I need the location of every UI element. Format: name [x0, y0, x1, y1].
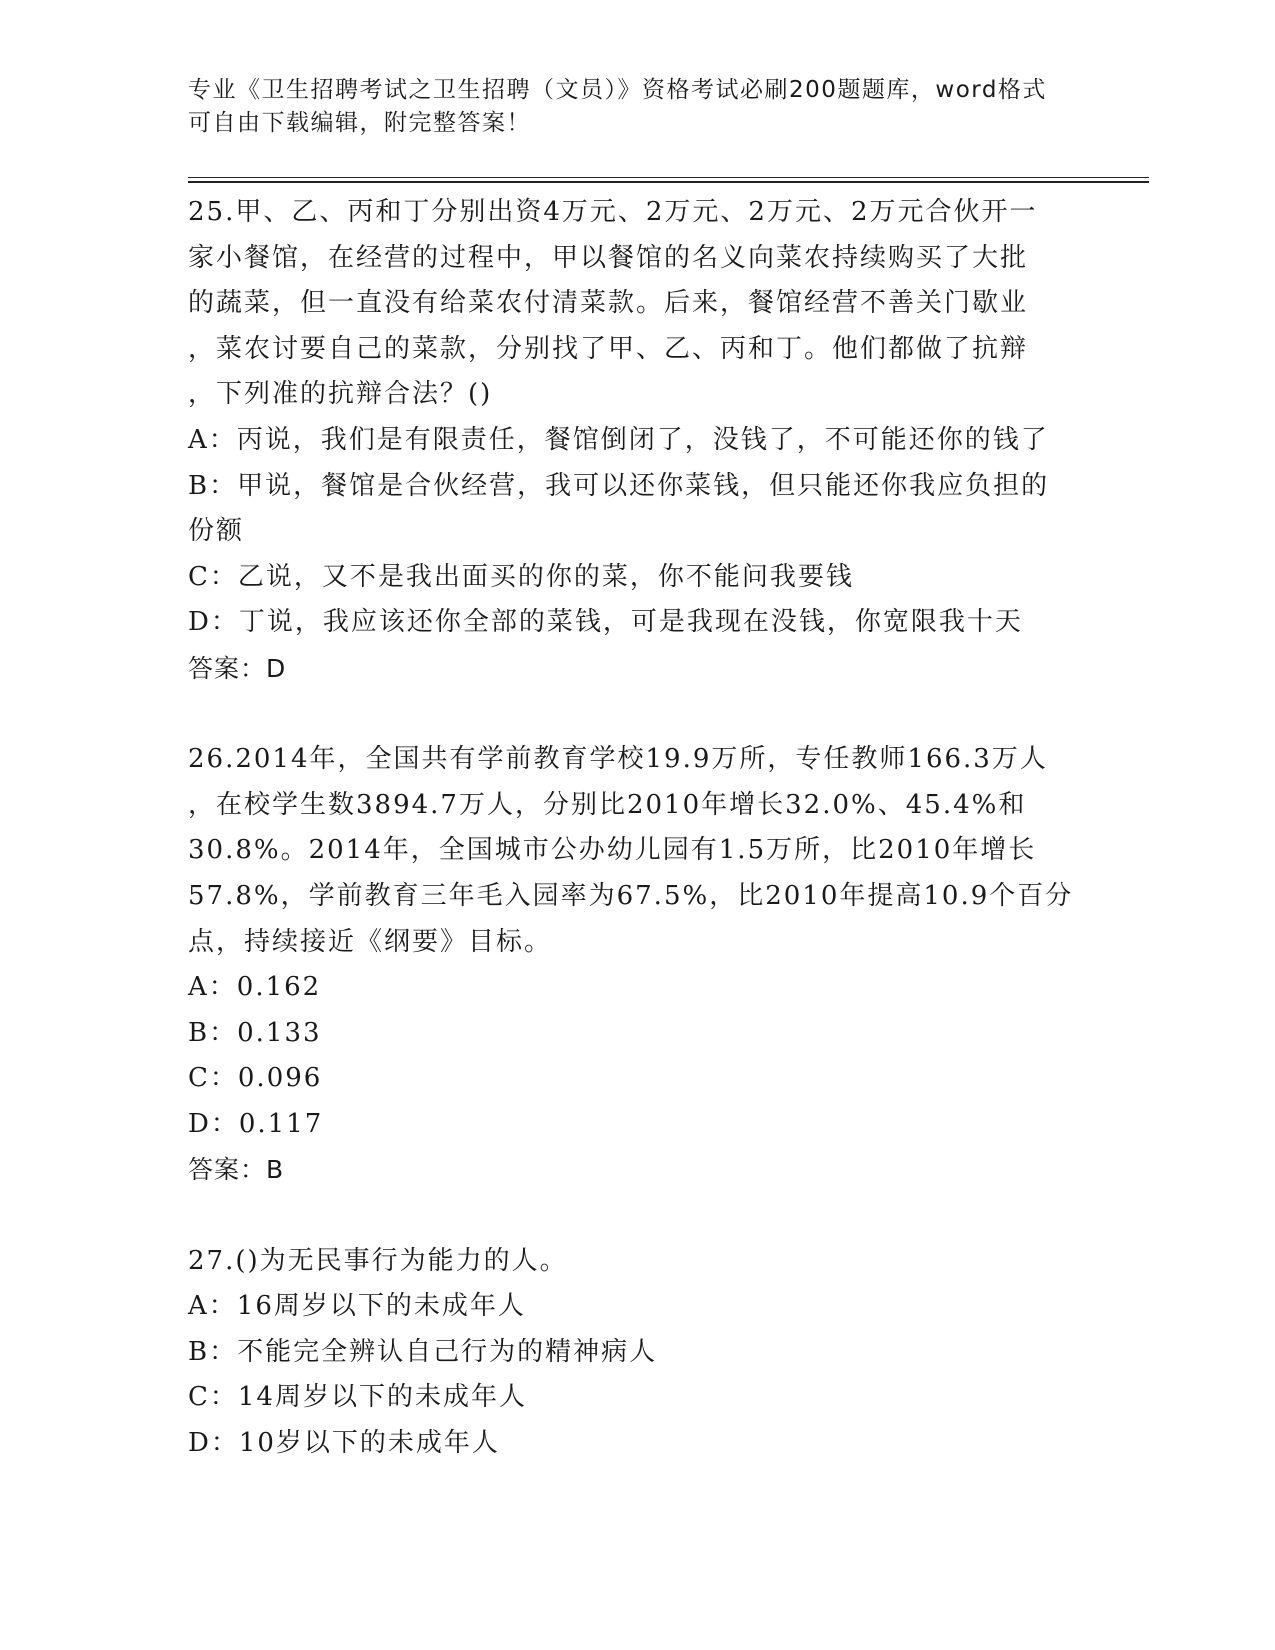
- question-spacer: [188, 1193, 1088, 1239]
- header-divider-thin: [188, 177, 1149, 178]
- question-25: [188, 190, 1088, 692]
- option-a: A：16周岁以下的未成年人: [188, 1291, 526, 1322]
- option-d: D：丁说，我应该还你全部的菜钱，可是我现在没钱，你宽限我十天: [188, 607, 1023, 638]
- header-divider-thick: [188, 181, 1149, 183]
- option-d: D：0.117: [188, 1108, 324, 1139]
- question-stem-line: 26.2014年，全国共有学前教育学校19.9万所，专任教师166.3万人: [188, 744, 1048, 775]
- answer-label: 答案：D: [188, 653, 287, 683]
- question-27: [188, 1239, 1088, 1467]
- question-stem-line: 30.8%。2014年，全国城市公办幼儿园有1.5万所，比2010年增长: [188, 835, 1037, 866]
- question-stem-line: 57.8%，学前教育三年毛入园率为67.5%，比2010年提高10.9个百分: [188, 880, 1074, 911]
- option-a: A：丙说，我们是有限责任，餐馆倒闭了，没钱了，不可能还你的钱了: [188, 424, 1049, 455]
- question-list: [188, 190, 1088, 1467]
- question-stem-line: 的蔬菜，但一直没有给菜农付清菜款。后来，餐馆经营不善关门歇业: [188, 288, 1029, 319]
- answer-label: 答案：B: [188, 1155, 285, 1185]
- question-stem-line: 点，持续接近《纲要》目标。: [188, 926, 553, 957]
- option-b: B：甲说，餐馆是合伙经营，我可以还你菜钱，但只能还你我应负担的: [188, 470, 1050, 501]
- option-c: C：14周岁以下的未成年人: [188, 1382, 527, 1413]
- option-b-continued: 份额: [188, 516, 245, 547]
- header-title-line-1: 专业《卫生招聘考试之卫生招聘（文员）》资格考试必刷200题题库，word格式: [188, 77, 1047, 103]
- question-stem-line: 27.()为无民事行为能力的人。: [188, 1245, 568, 1276]
- question-stem-line: 25.甲、乙、丙和丁分别出资4万元、2万元、2万元、2万元合伙开一: [188, 197, 1038, 227]
- option-c: C：乙说，又不是我出面买的你的菜，你不能问我要钱: [188, 561, 854, 592]
- option-d: D：10岁以下的未成年人: [188, 1428, 500, 1459]
- question-stem-line: ，菜农讨要自己的菜款，分别找了甲、乙、丙和丁。他们都做了抗辩: [188, 333, 1029, 364]
- option-c: C：0.096: [188, 1063, 323, 1094]
- question-26: [188, 737, 1088, 1193]
- option-b: B：0.133: [188, 1017, 322, 1048]
- question-stem-line: 家小餐馆，在经营的过程中，甲以餐馆的名义向菜农持续购买了大批: [188, 242, 1029, 273]
- document-header: [188, 74, 1088, 140]
- question-spacer: [188, 692, 1088, 738]
- question-stem-line: ，下列准的抗辩合法？(): [188, 379, 493, 410]
- option-a: A：0.162: [188, 972, 322, 1003]
- header-title-line-2: 可自由下载编辑，附完整答案！: [188, 110, 531, 136]
- option-b: B：不能完全辨认自己行为的精神病人: [188, 1336, 658, 1367]
- question-stem-line: ，在校学生数3894.7万人，分别比2010年增长32.0%、45.4%和: [188, 789, 1027, 820]
